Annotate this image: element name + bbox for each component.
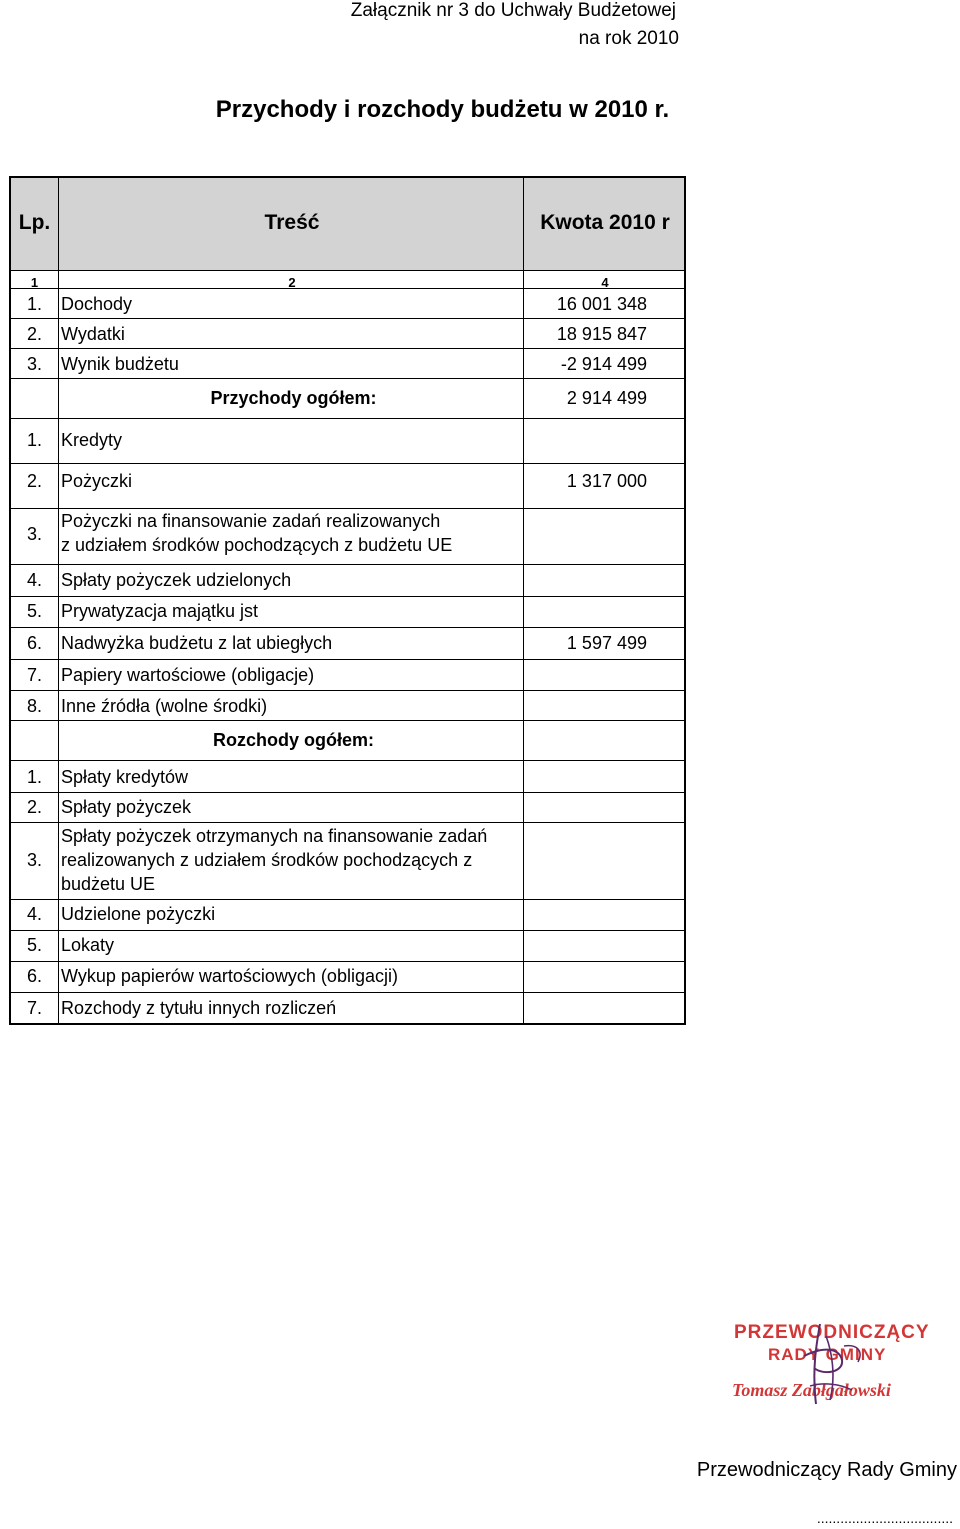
column-divider	[523, 178, 524, 1023]
row-amount: -2 914 499	[560, 354, 647, 374]
handwritten-signature	[724, 1316, 934, 1408]
budget-table	[9, 176, 686, 1025]
row-number: 1.	[26, 767, 42, 787]
income-total-amount: 2 914 499	[566, 388, 647, 408]
row-label-line: z udziałem środków pochodzących z budżetu UE	[61, 535, 453, 555]
row-divider	[11, 690, 684, 691]
row-number: 3.	[26, 524, 42, 544]
stamp-title: PRZEWODNICZĄCY	[734, 1322, 930, 1343]
row-divider	[11, 992, 684, 993]
row-number: 6.	[26, 966, 42, 986]
row-number: 8.	[26, 696, 42, 716]
row-divider	[11, 760, 684, 761]
row-label-line: budżetu UE	[61, 874, 156, 894]
row-divider	[11, 270, 684, 271]
row-label: Wydatki	[61, 324, 125, 344]
row-label: Wynik budżetu	[61, 354, 179, 374]
row-label: Prywatyzacja majątku jst	[61, 601, 259, 621]
row-label: Wykup papierów wartościowych (obligacji)	[61, 966, 398, 986]
stamp-subtitle: RADY GMINY	[768, 1345, 887, 1364]
row-number: 2.	[26, 324, 42, 344]
row-divider	[11, 720, 684, 721]
row-divider	[11, 792, 684, 793]
row-divider	[11, 627, 684, 628]
row-number: 7.	[26, 998, 42, 1018]
column-number-4: 4	[601, 275, 609, 290]
row-divider	[11, 463, 684, 464]
row-divider	[11, 418, 684, 419]
row-divider	[11, 378, 684, 379]
row-label: Spłaty pożyczek	[61, 797, 192, 817]
row-divider	[11, 961, 684, 962]
row-number: 4.	[26, 904, 42, 924]
row-number: 5.	[26, 935, 42, 955]
column-header-tresc: Treść	[264, 211, 320, 234]
row-divider	[11, 508, 684, 509]
row-number: 3.	[26, 354, 42, 374]
row-label-line: Spłaty pożyczek otrzymanych na finansowanie zadań	[61, 826, 488, 846]
row-amount: 1 597 499	[566, 633, 647, 653]
row-label: Rozchody z tytułu innych rozliczeń	[61, 998, 337, 1018]
row-number: 1.	[26, 430, 42, 450]
row-amount: 16 001 348	[556, 294, 647, 314]
row-label: Dochody	[61, 294, 133, 314]
income-total-label: Przychody ogółem:	[210, 388, 377, 408]
row-number: 7.	[26, 665, 42, 685]
row-number: 6.	[26, 633, 42, 653]
column-header-lp: Lp.	[18, 211, 51, 234]
column-number-1: 1	[30, 275, 39, 290]
column-number-2: 2	[288, 275, 296, 290]
row-divider	[11, 930, 684, 931]
row-label: Spłaty kredytów	[61, 767, 189, 787]
attachment-note: Załącznik nr 3 do Uchwały Budżetowej	[350, 0, 676, 21]
row-label-line: realizowanych z udziałem środków pochodzących z	[61, 850, 473, 870]
row-divider	[11, 596, 684, 597]
attachment-year: na rok 2010	[578, 28, 679, 49]
row-label: Lokaty	[61, 935, 115, 955]
signer-title: Przewodniczący Rady Gminy	[696, 1459, 957, 1481]
row-amount: 1 317 000	[566, 471, 647, 491]
row-label: Papiery wartościowe (obligacje)	[61, 665, 315, 685]
column-header-kwota: Kwota 2010 r	[540, 211, 670, 234]
row-number: 4.	[26, 570, 42, 590]
row-label: Inne źródła (wolne środki)	[61, 696, 268, 716]
column-divider	[58, 178, 59, 1023]
stamp-name: Tomasz Zabłgałowski	[732, 1380, 891, 1400]
expenditure-total-label: Rozchody ogółem:	[213, 730, 374, 750]
row-amount: 18 915 847	[556, 324, 647, 344]
row-number: 2.	[26, 471, 42, 491]
row-number: 2.	[26, 797, 42, 817]
row-number: 5.	[26, 601, 42, 621]
row-divider	[11, 564, 684, 565]
row-label: Udzielone pożyczki	[61, 904, 216, 924]
row-divider	[11, 318, 684, 319]
signature-line: ...................................	[816, 1510, 953, 1526]
row-label: Nadwyżka budżetu z lat ubiegłych	[61, 633, 333, 653]
row-divider	[11, 822, 684, 823]
row-label: Pożyczki	[61, 471, 133, 491]
document-title: Przychody i rozchody budżetu w 2010 r.	[215, 96, 670, 123]
row-divider	[11, 899, 684, 900]
row-number: 3.	[26, 850, 42, 870]
row-divider	[11, 659, 684, 660]
official-stamp	[724, 1316, 934, 1408]
row-label: Kredyty	[61, 430, 123, 450]
row-divider	[11, 348, 684, 349]
row-label-line: Pożyczki na finansowanie zadań realizowanych	[61, 511, 441, 531]
row-label: Spłaty pożyczek udzielonych	[61, 570, 292, 590]
row-number: 1.	[26, 294, 42, 314]
